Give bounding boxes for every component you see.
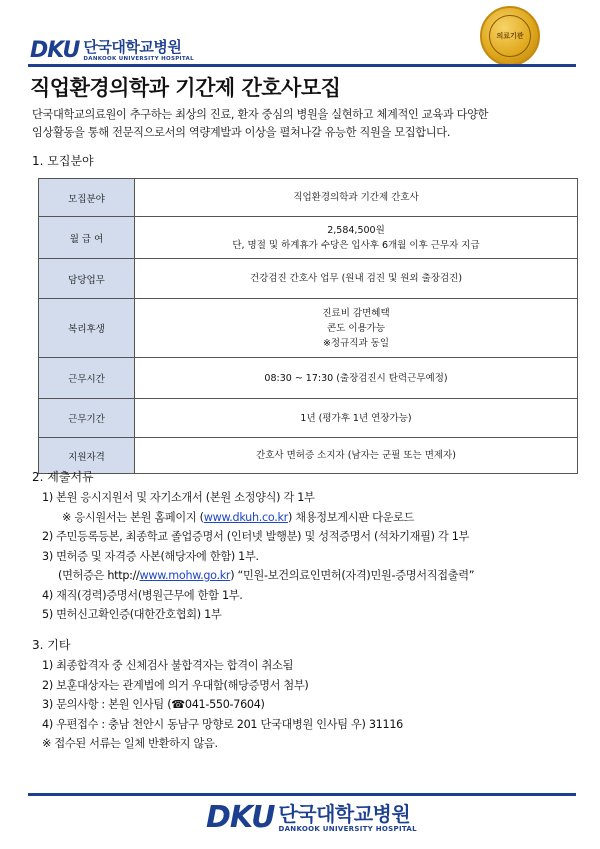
section-heading-documents: 2. 제출서류 <box>32 470 94 484</box>
table-row <box>39 358 578 399</box>
row-label: 월 급 여 <box>39 217 135 259</box>
mohw-link[interactable]: www.mohw.go.kr <box>139 569 231 582</box>
documents-list <box>42 488 592 625</box>
logo-english-name: DANKOOK UNIVERSITY HOSPITAL <box>83 56 194 62</box>
row-value: 직업환경의학과 기간제 간호사 <box>135 179 578 217</box>
logo-mark: DKU <box>30 38 80 63</box>
footer-logo-mark: DKU <box>206 800 275 835</box>
footer-logo <box>206 800 417 835</box>
list-item: 1) 본원 응시지원서 및 자기소개서 (본원 소정양식) 각 1부 <box>42 491 315 504</box>
section-heading-recruitment: 1. 모집분야 <box>32 154 94 168</box>
footer-logo-english-name: DANKOOK UNIVERSITY HOSPITAL <box>278 825 417 833</box>
seal-text: 의료기관 <box>489 15 531 57</box>
list-item: 1) 최종합격자 중 신체검사 불합격자는 합격이 취소됨 <box>42 659 294 672</box>
list-item: 3) 면허증 및 자격증 사본(해당자에 한함) 1부. <box>42 549 259 563</box>
section-heading-other: 3. 기타 <box>32 638 71 652</box>
row-value: 간호사 면허증 소지자 (남자는 군필 또는 면제자) <box>135 438 578 474</box>
list-item: 5) 면허신고확인증(대한간호협회) 1부 <box>42 608 222 621</box>
intro-line: 임상활동을 통해 전문직으로서의 역량계발과 이상을 펼쳐나갈 유능한 직원을 모집합니다. <box>32 126 451 139</box>
row-label: 지원자격 <box>39 438 135 474</box>
hospital-logo <box>30 40 194 62</box>
homepage-link[interactable]: www.dkuh.co.kr <box>203 510 288 524</box>
recruitment-table <box>38 178 578 474</box>
row-label: 모집분야 <box>39 179 135 217</box>
row-value: 08:30 ~ 17:30 (출장검진시 탄력근무예정) <box>135 358 578 399</box>
list-item-note: (면허증은 http://www.mohw.go.kr) “민원-보건의료인면허(자격)민원-증명서직접출력” <box>58 569 475 582</box>
intro-paragraph <box>32 106 577 142</box>
table-row <box>39 299 578 358</box>
row-label: 근무시간 <box>39 358 135 399</box>
other-list <box>42 656 592 754</box>
table-row <box>39 179 578 217</box>
row-value: 1년 (평가후 1년 연장가능) <box>135 399 578 438</box>
row-label: 복리후생 <box>39 299 135 358</box>
table-row <box>39 259 578 299</box>
list-item: 4) 우편접수 : 충남 천안시 동남구 망향로 201 단국대병원 인사팀 우) 31116 <box>42 717 403 731</box>
list-item: 2) 주민등록등본, 최종학교 졸업증명서 (인터넷 발행분) 및 성적증명서 (석차기재필) 각 1부 <box>42 530 470 543</box>
footer-divider <box>28 793 576 796</box>
list-item: 3) 문의사항 : 본원 인사팀 (☎041-550-7604) <box>42 698 265 711</box>
header-divider <box>28 64 576 67</box>
row-label: 담당업무 <box>39 259 135 299</box>
footer-logo-korean-name: 단국대학교병원 <box>278 802 411 826</box>
page-title: 직업환경의학과 기간제 간호사모집 <box>30 76 341 100</box>
certification-seal <box>480 6 540 66</box>
intro-line: 단국대학교의료원이 추구하는 최상의 진료, 환자 중심의 병원을 실현하고 체계적인 교육과 다양한 <box>32 108 489 121</box>
row-value: 건강검진 간호사 업무 (원내 검진 및 원외 출장검진) <box>135 259 578 299</box>
list-item: ※ 접수된 서류는 일체 반환하지 않음. <box>42 737 218 750</box>
row-value: 진료비 감면혜택 콘도 이용가능 ※정규직과 동일 <box>135 299 578 358</box>
table-row <box>39 399 578 438</box>
table-row <box>39 438 578 474</box>
logo-korean-name: 단국대학교병원 <box>83 38 182 57</box>
list-item: 2) 보훈대상자는 관계법에 의거 우대함(해당증명서 첨부) <box>42 678 309 692</box>
row-label: 근무기간 <box>39 399 135 438</box>
list-item: 4) 재직(경력)증명서(병원근무에 한함 1부. <box>42 588 243 602</box>
row-value: 2,584,500원 단, 명절 및 하계휴가 수당은 입사후 6개월 이후 근무자 지급 <box>135 217 578 259</box>
table-row <box>39 217 578 259</box>
list-item-note: ※ 응시원서는 본원 홈페이지 (www.dkuh.co.kr) 채용정보게시판 다운로드 <box>62 510 415 524</box>
